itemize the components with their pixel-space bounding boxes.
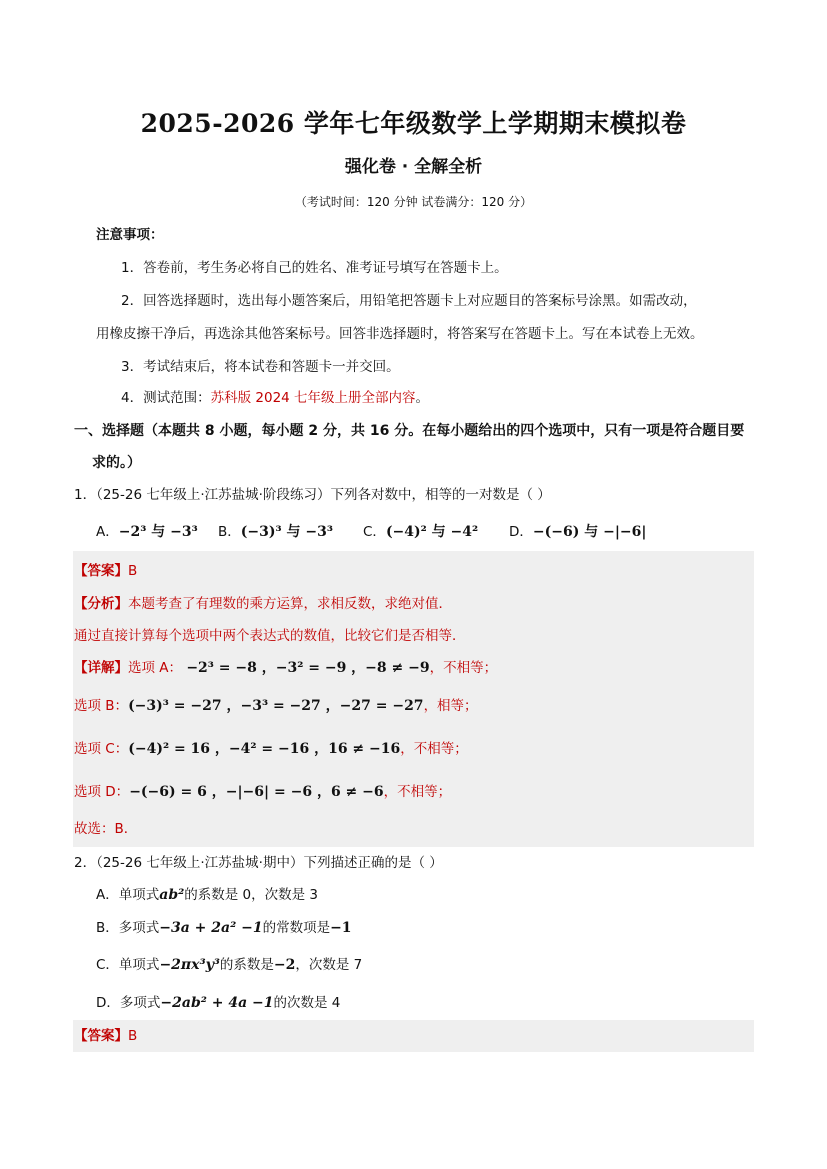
q1-detail-b-result: ，相等； — [423, 698, 478, 714]
q1-answer — [74, 561, 137, 581]
q1-analysis-2: 通过直接计算每个选项中两个表达式的数值，比较它们是否相等． — [74, 628, 466, 644]
q2-option-d-expr: −2ab² + 4a −1 — [160, 995, 274, 1011]
notice-item-1: 1．答卷前，考生务必将自己的姓名、准考证号填写在答题卡上。 — [121, 260, 508, 276]
notice-item-2-line-2: 用橡皮擦干净后，再选涂其他答案标号。回答非选择题时，将答案写在答题卡上。写在本试卷上无效。 — [96, 326, 704, 342]
q1-analysis-1 — [74, 594, 452, 614]
q1-option-b-expr: (−3)³ 与 −3³ — [240, 524, 333, 540]
q1-detail-a-result: ，不相等； — [429, 660, 498, 676]
q2-option-b-value: −1 — [330, 920, 352, 936]
q2-answer — [74, 1026, 137, 1046]
q1-detail-b-expr: (−3)³ = −27 ，−3³ = −27 ，−27 = −27 — [128, 698, 424, 714]
notice-item-3: 3．考试结束后，将本试卷和答题卡一并交回。 — [121, 359, 400, 375]
q1-detail-c — [74, 739, 468, 759]
q2-option-c — [96, 955, 362, 975]
q1-option-d-label: D． — [509, 524, 533, 540]
section-heading-line-1: 一、选择题（本题共 8 小题，每小题 2 分，共 16 分。在每小题给出的四个选项中，只有一项是符合题目要 — [74, 423, 745, 439]
q1-detail-a — [74, 658, 497, 678]
q1-answer-value: B — [128, 563, 138, 579]
notice-item-4 — [121, 388, 429, 408]
q1-answer-tag: 【答案】 — [74, 563, 128, 579]
q1-detail-b — [74, 696, 478, 716]
q2-option-c-post: ，次数是 7 — [295, 957, 363, 973]
q2-option-a — [96, 885, 318, 905]
q2-option-d — [96, 993, 340, 1013]
test-range: 苏科版 2024 七年级上册全部内容 — [210, 390, 416, 406]
q1-option-c-label: C． — [363, 524, 386, 540]
q2-option-c-value: −2 — [273, 957, 296, 973]
q1-detail-c-result: ，不相等； — [400, 741, 468, 757]
q2-option-b-mid: 的常数项是 — [262, 920, 331, 936]
q2-answer-tag: 【答案】 — [74, 1028, 128, 1044]
q2-answer-value: B — [128, 1028, 138, 1044]
exam-info: （考试时间：120 分钟 试卷满分：120 分） — [294, 195, 533, 209]
q1-detail-d-result: ，不相等； — [383, 784, 452, 800]
q1-analysis-tag: 【分析】 — [74, 596, 128, 612]
q1-option-d — [509, 522, 647, 542]
q2-option-b — [96, 918, 352, 938]
q1-option-a — [96, 522, 198, 542]
q1-detail-a-expr: −2³ = −8 ，−3² = −9 ，−8 ≠ −9 — [186, 660, 430, 676]
q2-option-a-pre: A．单项式 — [96, 887, 160, 903]
q2-option-c-mid: 的系数是 — [219, 957, 274, 973]
notice-item-4-end: 。 — [415, 390, 430, 406]
q1-option-c — [363, 522, 478, 542]
q1-option-d-expr: −(−6) 与 −|−6| — [532, 524, 647, 540]
q2-solution-box — [73, 1020, 754, 1052]
q1-option-b — [218, 522, 333, 542]
q1-detail-d — [74, 782, 451, 802]
q1-analysis-text-1: 本题考查了有理数的乘方运算，求相反数，求绝对值． — [128, 596, 452, 612]
q1-detail-c-expr: (−4)² = 16 ，−4² = −16 ，16 ≠ −16 — [128, 741, 401, 757]
q1-option-b-label: B． — [218, 524, 241, 540]
q1-detail-b-label: 选项 B： — [74, 698, 129, 714]
page-title: 2025-2026 学年七年级数学上学期期末模拟卷 — [140, 109, 687, 138]
q1-detail-a-label: 选项 A： — [128, 660, 183, 676]
q1-detail-c-label: 选项 C： — [74, 741, 129, 757]
q2-option-b-expr: −3a + 2a² −1 — [159, 920, 263, 936]
page-subtitle: 强化卷 · 全解全析 — [344, 157, 483, 177]
q1-option-a-expr: −2³ 与 −3³ — [118, 524, 198, 540]
q1-option-a-label: A． — [96, 524, 119, 540]
notice-heading: 注意事项： — [96, 227, 164, 243]
q2-option-c-expr: −2πx³y³ — [159, 957, 220, 973]
q1-detail-tag: 【详解】 — [74, 660, 128, 676]
q1-conclusion: 故选：B． — [74, 821, 138, 837]
q1-stem: 1．（25-26 七年级上·江苏盐城·阶段练习）下列各对数中，相等的一对数是（ ） — [74, 487, 551, 503]
q2-option-d-post: 的次数是 4 — [273, 995, 341, 1011]
q2-stem: 2．（25-26 七年级上·江苏盐城·期中）下列描述正确的是（ ） — [74, 855, 443, 871]
q2-option-b-pre: B．多项式 — [96, 920, 160, 936]
q2-option-d-pre: D．多项式 — [96, 995, 161, 1011]
q2-option-c-pre: C．单项式 — [96, 957, 160, 973]
section-heading-line-2: 求的。） — [92, 455, 141, 471]
q2-option-a-expr: ab² — [159, 887, 185, 903]
notice-item-4-prefix: 4．测试范围： — [121, 390, 211, 406]
notice-item-2-line-1: 2．回答选择题时，选出每小题答案后，用铅笔把答题卡上对应题目的答案标号涂黑。如需改动， — [121, 293, 697, 309]
q1-detail-d-label: 选项 D： — [74, 784, 130, 800]
q1-detail-d-expr: −(−6) = 6 ，−|−6| = −6 ，6 ≠ −6 — [129, 784, 384, 800]
q2-option-a-post: 的系数是 0，次数是 3 — [184, 887, 319, 903]
q1-option-c-expr: (−4)² 与 −4² — [385, 524, 479, 540]
